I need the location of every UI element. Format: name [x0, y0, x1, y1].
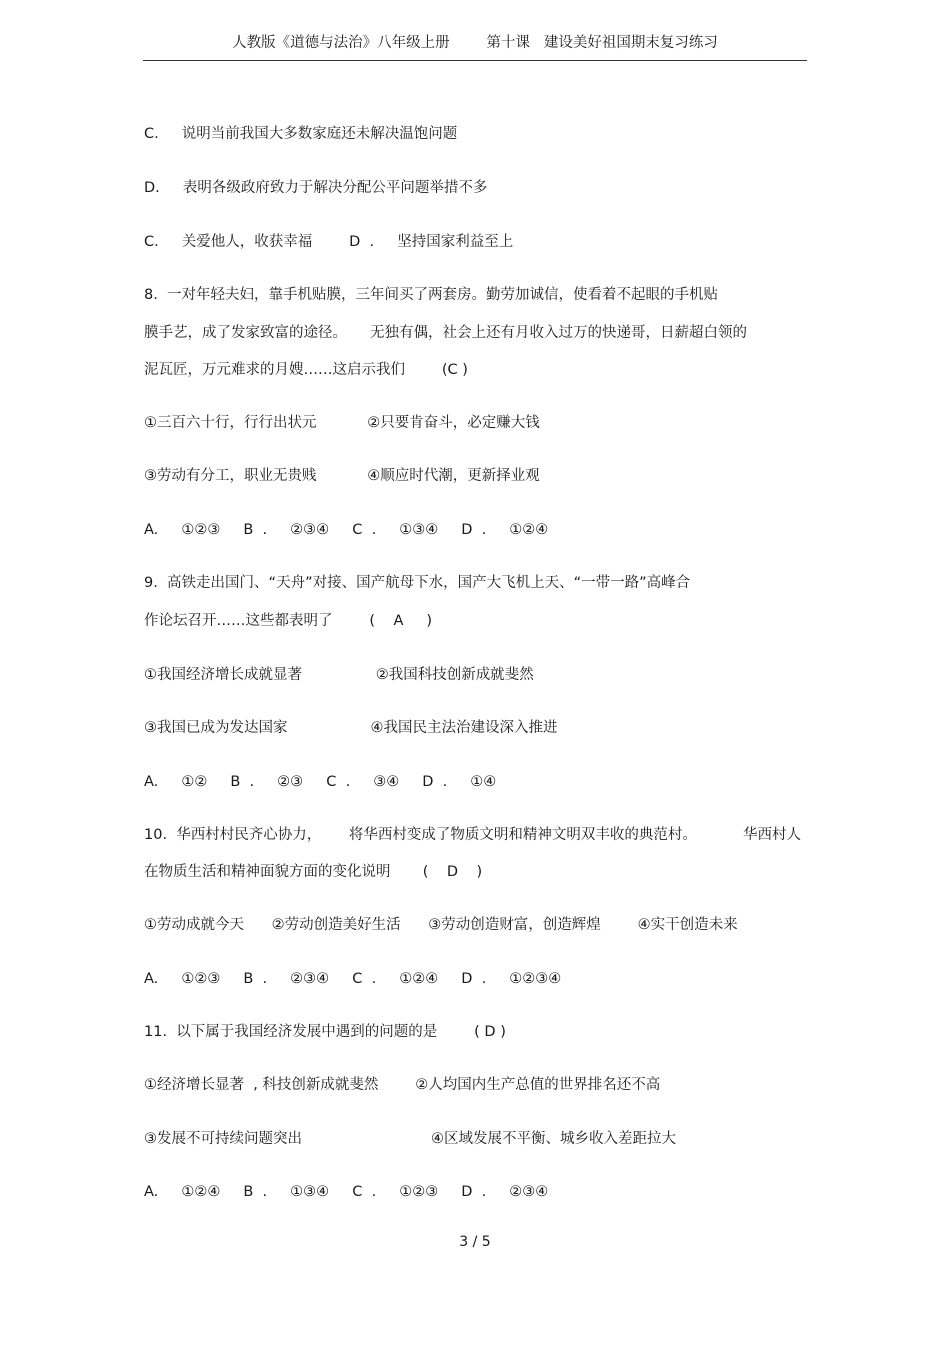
answer-options: A. ①②④ B . ①③④ C . ①②③ D . ②③④ [144, 1184, 549, 1200]
question-text: 作论坛召开……这些都表明了 ( A ) [144, 613, 433, 629]
option-line: D. 表明各级政府致力于解决分配公平问题举措不多 [144, 180, 488, 196]
question-text: 11. 以下属于我国经济发展中遇到的问题的是 ( D ) [144, 1024, 506, 1040]
answer-options: A. ①②③ B . ②③④ C . ①③④ D . ①②④ [144, 522, 549, 538]
option-line: C. 说明当前我国大多数家庭还未解决温饱问题 [144, 126, 458, 142]
statement-line: ③发展不可持续问题突出 ④区域发展不平衡、城乡收入差距拉大 [144, 1131, 677, 1147]
answer-options: A. ①② B . ②③ C . ③④ D . ①④ [144, 774, 497, 790]
statement-line: ①三百六十行，行行出状元 ②只要肯奋斗，必定赚大钱 [144, 415, 540, 431]
statement-line: ①劳动成就今天 ②劳动创造美好生活 ③劳动创造财富，创造辉煌 ④实干创造未来 [144, 917, 738, 933]
question-text: 9. 高铁走出国门、“天舟”对接、国产航母下水，国产大飞机上天、“一带一路”高峰合 [144, 575, 691, 591]
question-text: 8. 一对年轻夫妇，靠手机贴膜，三年间买了两套房。勤劳加诚信，使看着不起眼的手机贴 [144, 287, 719, 303]
statement-line: ①我国经济增长成就显著 ②我国科技创新成就斐然 [144, 667, 534, 683]
question-text: 在物质生活和精神面貌方面的变化说明 ( D ) [144, 864, 483, 880]
page-header: 人教版《道德与法治》八年级上册 第十课 建设美好祖国期末复习练习 [143, 34, 807, 61]
statement-line: ③我国已成为发达国家 ④我国民主法治建设深入推进 [144, 720, 558, 736]
question-text: 泥瓦匠，万元难求的月嫂……这启示我们 (C ) [144, 362, 468, 378]
question-text: 膜手艺，成了发家致富的途径。 无独有偶，社会上还有月收入过万的快递哥，日薪超白领的 [144, 325, 748, 341]
page-number: 3 / 5 [459, 1234, 491, 1250]
statement-line: ①经济增长显著 , 科技创新成就斐然 ②人均国内生产总值的世界排名还不高 [144, 1077, 661, 1093]
statement-line: ③劳动有分工，职业无贵贱 ④顺应时代潮，更新择业观 [144, 468, 540, 484]
option-line: C. 关爱他人，收获幸福 D . 坚持国家利益至上 [144, 234, 514, 250]
question-text: 10. 华西村村民齐心协力， 将华西村变成了物质文明和精神文明双丰收的典范村。 华西村人 [144, 827, 802, 843]
answer-options: A. ①②③ B . ②③④ C . ①②④ D . ①②③④ [144, 971, 562, 987]
